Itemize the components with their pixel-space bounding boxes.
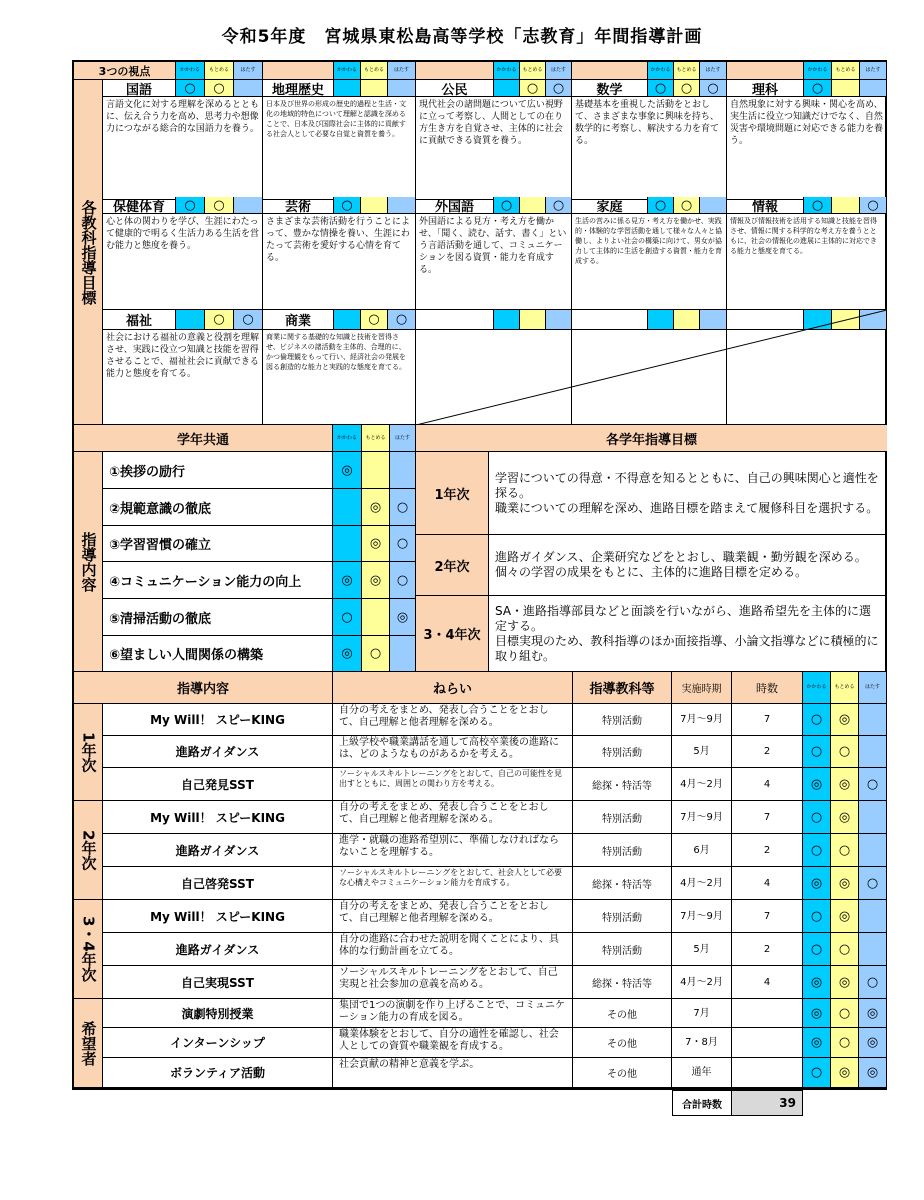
- guidance-mark-kakawaru: ◎: [333, 636, 362, 672]
- subject-mark-motomeru: [832, 197, 860, 214]
- grade-goals-header: 各学年指導目標: [416, 425, 887, 452]
- program-timing: 4月～2月: [672, 966, 732, 999]
- subject-name: 地理歴史: [263, 80, 334, 97]
- subject-mark-kakawaru: [176, 310, 205, 330]
- subject-mark-hatasu: ○: [546, 197, 572, 214]
- program-group-label: 希望者: [74, 999, 103, 1088]
- header-blank: [416, 62, 494, 80]
- subject-name: 保健体育: [103, 197, 176, 214]
- program-subject: 総探・特活等: [573, 966, 672, 999]
- program-name: 進路ガイダンス: [103, 834, 333, 867]
- program-subject: 総探・特活等: [573, 768, 672, 801]
- program-aim: ソーシャルスキルトレーニングをとおして、自己の可能性を見出すとともに、周囲との関わり方を考える。: [333, 768, 573, 801]
- subject-goal-text: 言語文化に対する理解を深めるとともに、伝え合う力を高め、思考力や想像力につながる総合的な国語力を養う。: [103, 97, 263, 200]
- program-name: 自己発見SST: [103, 768, 333, 801]
- program-hours: 4: [732, 867, 803, 900]
- subject-name: 芸術: [263, 197, 334, 214]
- program-mark-motomeru: ○: [831, 999, 859, 1028]
- program-mark-kakawaru: ◎: [803, 867, 831, 900]
- subject-mark-motomeru: ○: [361, 310, 388, 330]
- subject-name: 公民: [416, 80, 494, 97]
- program-aim: ソーシャルスキルトレーニングをとおして、社会人として必要な心構えやコミュニケーション能力を育成する。: [333, 867, 573, 900]
- column-motomeru-label: もとめる: [831, 672, 859, 704]
- subject-name: 情報: [727, 197, 804, 214]
- program-mark-hatasu: ○: [859, 966, 887, 999]
- program-hours: 2: [732, 736, 803, 768]
- program-mark-motomeru: ◎: [831, 867, 859, 900]
- guidance-mark-motomeru: ○: [362, 636, 390, 672]
- program-mark-hatasu: ○: [859, 768, 887, 801]
- column-motomeru-label: もとめる: [520, 62, 546, 80]
- subject-mark-hatasu: ○: [546, 80, 572, 97]
- program-mark-hatasu: ◎: [859, 1058, 887, 1088]
- subject-mark-kakawaru: [334, 310, 361, 330]
- guidance-mark-hatasu: [390, 452, 416, 489]
- subject-goal-text: 日本及び世界の形成の歴史的過程と生活・文化の地域的特色について理解と認識を深めることで、日本及び国際社会に主体的に貢献する社会人として必要な自覚と資質を養う。: [263, 97, 416, 200]
- plan-table: [72, 60, 887, 1090]
- subject-mark-kakawaru: ○: [804, 80, 832, 97]
- subject-goal-text: 自然現象に対する興味・関心を高め、実生活に役立つ知識だけでなく、自然災害や環境問題に対応できる能力を養う。: [727, 97, 887, 200]
- guidance-mark-hatasu: ○: [390, 489, 416, 526]
- column-kakawaru-label: かかわる: [494, 62, 520, 80]
- program-group-label: 1年次: [74, 704, 103, 801]
- column-hatasu-label: はたす: [546, 62, 572, 80]
- program-timing: 5月: [672, 736, 732, 768]
- program-hours: 7: [732, 704, 803, 736]
- program-mark-kakawaru: ◎: [803, 768, 831, 801]
- program-mark-motomeru: ◎: [831, 900, 859, 933]
- diagonal-strike-line: [416, 310, 887, 425]
- program-name: ボランティア活動: [103, 1058, 333, 1088]
- column-kakawaru-label: かかわる: [803, 672, 831, 704]
- program-timing: 通年: [672, 1058, 732, 1088]
- subject-name: 商業: [263, 310, 334, 330]
- program-mark-motomeru: ○: [831, 1028, 859, 1058]
- grade-goal-text: SA・進路指導部員などと面談を行いながら、進路希望先を主体的に選定する。 目標実現のため、教科指導のほか面接指導、小論文指導などに積極的に取り組む。: [489, 596, 887, 672]
- program-mark-motomeru: ◎: [831, 1058, 859, 1088]
- column-kakawaru-label: かかわる: [176, 62, 205, 80]
- subject-goal-text: さまざまな芸術活動を行うことによって、豊かな情操を養い、生涯にわたって芸術を愛好する心情を育てる。: [263, 214, 416, 310]
- subject-mark-motomeru: ○: [674, 80, 700, 97]
- subject-mark-motomeru: ○: [520, 80, 546, 97]
- column-hatasu-label: はたす: [390, 425, 416, 452]
- program-subject: その他: [573, 1058, 672, 1088]
- subject-name: 理科: [727, 80, 804, 97]
- program-aim: 職業体験をとおして、自分の適性を確認し、社会人としての資質や職業観を育成する。: [333, 1028, 573, 1058]
- guidance-mark-motomeru: ◎: [362, 562, 390, 599]
- program-mark-kakawaru: ○: [803, 736, 831, 768]
- subject-mark-hatasu: [700, 197, 727, 214]
- program-name: 自己啓発SST: [103, 867, 333, 900]
- subject-mark-hatasu: ○: [388, 310, 416, 330]
- subject-mark-motomeru: [361, 197, 388, 214]
- program-mark-kakawaru: ○: [803, 801, 831, 834]
- program-mark-kakawaru: ○: [803, 933, 831, 966]
- guidance-item: ④コミュニケーション能力の向上: [103, 562, 333, 599]
- program-name: My Will！ スピーKING: [103, 900, 333, 933]
- guidance-mark-hatasu: ○: [390, 562, 416, 599]
- subject-mark-motomeru: ○: [674, 197, 700, 214]
- program-name: 進路ガイダンス: [103, 933, 333, 966]
- program-subject: 特別活動: [573, 736, 672, 768]
- program-mark-motomeru: ○: [831, 736, 859, 768]
- guidance-item: ①挨拶の励行: [103, 452, 333, 489]
- program-mark-kakawaru: ○: [803, 900, 831, 933]
- program-aim: 自分の考えをまとめ、発表し合うことをとおして、自己理解と他者理解を深める。: [333, 801, 573, 834]
- subject-mark-hatasu: ○: [234, 310, 263, 330]
- subject-mark-kakawaru: ○: [176, 80, 205, 97]
- guidance-mark-kakawaru: ○: [333, 599, 362, 636]
- program-mark-kakawaru: ○: [803, 834, 831, 867]
- program-subject-header: 指導教科等: [573, 672, 672, 704]
- program-mark-motomeru: ◎: [831, 801, 859, 834]
- header-blank: [263, 62, 334, 80]
- subject-goal-text: 情報及び情報技術を活用する知識と技能を習得させ、情報に関する科学的な考え方を養うとともに、社会の情報化の進展に主体的に対応できる能力と態度を育てる。: [727, 214, 887, 310]
- column-motomeru-label: もとめる: [205, 62, 234, 80]
- program-subject: その他: [573, 1028, 672, 1058]
- program-mark-motomeru: ○: [831, 933, 859, 966]
- subject-mark-hatasu: [234, 80, 263, 97]
- subject-mark-kakawaru: ○: [648, 197, 674, 214]
- program-mark-motomeru: ◎: [831, 704, 859, 736]
- program-mark-hatasu: [859, 704, 887, 736]
- grade-label: 1年次: [416, 452, 489, 535]
- subject-mark-kakawaru: ○: [176, 197, 205, 214]
- guidance-item: ③学習習慣の確立: [103, 526, 333, 562]
- program-aim-header: ねらい: [333, 672, 573, 704]
- program-mark-kakawaru: ○: [803, 704, 831, 736]
- subject-mark-motomeru: ○: [205, 310, 234, 330]
- total-hours-value: 39: [731, 1090, 803, 1116]
- program-aim: 社会貢献の精神と意義を学ぶ。: [333, 1058, 573, 1088]
- subject-mark-hatasu: [860, 80, 887, 97]
- column-hatasu-label: はたす: [388, 62, 416, 80]
- program-hours: 4: [732, 768, 803, 801]
- subject-goals-side-label: 各教科指導目標: [74, 80, 103, 425]
- column-hatasu-label: はたす: [234, 62, 263, 80]
- program-hours: 4: [732, 966, 803, 999]
- program-name: 進路ガイダンス: [103, 736, 333, 768]
- subject-goal-text: 外国語による見方・考え方を働かせ、「聞く、読む、話す、書く」という言語活動を通して、コミュニケーションを図る資質・能力を育成する。: [416, 214, 572, 310]
- program-mark-hatasu: [859, 900, 887, 933]
- column-kakawaru-label: かかわる: [804, 62, 832, 80]
- program-mark-kakawaru: ○: [803, 1058, 831, 1088]
- program-mark-hatasu: ◎: [859, 1028, 887, 1058]
- subject-name: 家庭: [572, 197, 648, 214]
- program-mark-hatasu: [859, 933, 887, 966]
- program-mark-kakawaru: ◎: [803, 1028, 831, 1058]
- column-motomeru-label: もとめる: [362, 425, 390, 452]
- guidance-mark-motomeru: ◎: [362, 526, 390, 562]
- subject-mark-hatasu: ○: [860, 197, 887, 214]
- program-aim: 自分の考えをまとめ、発表し合うことをとおして、自己理解と他者理解を深める。: [333, 900, 573, 933]
- subject-mark-kakawaru: ○: [334, 197, 361, 214]
- subject-mark-kakawaru: ○: [804, 197, 832, 214]
- guidance-mark-motomeru: ◎: [362, 489, 390, 526]
- subject-mark-hatasu: ○: [700, 80, 727, 97]
- subject-mark-motomeru: ○: [205, 197, 234, 214]
- program-name: My Will！ スピーKING: [103, 801, 333, 834]
- program-aim: 集団で1つの演劇を作り上げることで、コミュニケーション能力の育成を図る。: [333, 999, 573, 1028]
- subject-mark-motomeru: [520, 197, 546, 214]
- program-group-label: 3・4年次: [74, 900, 103, 999]
- column-hatasu-label: はたす: [859, 672, 887, 704]
- guidance-mark-kakawaru: ◎: [333, 452, 362, 489]
- subject-mark-motomeru: [832, 80, 860, 97]
- program-subject: 特別活動: [573, 933, 672, 966]
- page-title: 令和5年度 宮城県東松島高等学校「志教育」年間指導計画: [221, 27, 703, 47]
- subject-mark-hatasu: [388, 197, 416, 214]
- subject-name: 福祉: [103, 310, 176, 330]
- program-timing-header: 実施時期: [672, 672, 732, 704]
- program-hours: [732, 999, 803, 1028]
- program-aim: ソーシャルスキルトレーニングをとおして、自己実現と社会参加の意義を高める。: [333, 966, 573, 999]
- program-timing: 7・8月: [672, 1028, 732, 1058]
- grade-goal-text: 学習についての得意・不得意を知るとともに、自己の興味関心と適性を探る。 職業についての理解を深め、進路目標を踏まえて履修科目を選択する。: [489, 452, 887, 535]
- program-mark-kakawaru: ◎: [803, 966, 831, 999]
- program-aim: 進学・就職の進路希望別に、準備しなければならないことを理解する。: [333, 834, 573, 867]
- program-timing: 4月～2月: [672, 867, 732, 900]
- guidance-mark-kakawaru: [333, 489, 362, 526]
- program-hours: [732, 1028, 803, 1058]
- grade-label: 3・4年次: [416, 596, 489, 672]
- program-subject: 特別活動: [573, 900, 672, 933]
- program-mark-motomeru: ◎: [831, 966, 859, 999]
- common-header: 学年共通: [74, 425, 333, 452]
- guidance-item: ⑤清掃活動の徹底: [103, 599, 333, 636]
- program-hours: 2: [732, 834, 803, 867]
- program-name: 演劇特別授業: [103, 999, 333, 1028]
- program-timing: 4月～2月: [672, 768, 732, 801]
- program-mark-motomeru: ○: [831, 834, 859, 867]
- subject-mark-kakawaru: ○: [648, 80, 674, 97]
- subject-mark-kakawaru: [334, 80, 361, 97]
- subject-mark-motomeru: [361, 80, 388, 97]
- program-subject: 特別活動: [573, 704, 672, 736]
- program-group-label: 2年次: [74, 801, 103, 900]
- subject-goal-text: 生活の営みに係る見方・考え方を働かせ、実践的・体験的な学習活動を通して様々な人々と協働し、よりよい社会の構築に向けて、男女が協力して主体的に生活を創造する資質・能力を育成する。: [572, 214, 727, 310]
- subject-goal-text: 心と体の関わりを学び、生涯にわたって健康的で明るく生活力ある生活を営む能力と態度を養う。: [103, 214, 263, 310]
- program-aim: 自分の考えをまとめ、発表し合うことをとおして、自己理解と他者理解を深める。: [333, 704, 573, 736]
- program-hours: 2: [732, 933, 803, 966]
- subject-mark-hatasu: [388, 80, 416, 97]
- program-aim: 上級学校や職業講話を通して高校卒業後の進路には、どのようなものがあるかを考える。: [333, 736, 573, 768]
- program-timing: 7月～9月: [672, 801, 732, 834]
- column-motomeru-label: もとめる: [361, 62, 388, 80]
- guidance-mark-motomeru: [362, 452, 390, 489]
- program-mark-hatasu: [859, 736, 887, 768]
- guidance-mark-kakawaru: ◎: [333, 562, 362, 599]
- subject-mark-hatasu: [234, 197, 263, 214]
- program-name: My Will！ スピーKING: [103, 704, 333, 736]
- program-name: 自己実現SST: [103, 966, 333, 999]
- column-motomeru-label: もとめる: [674, 62, 700, 80]
- program-timing: 5月: [672, 933, 732, 966]
- program-timing: 7月: [672, 999, 732, 1028]
- guidance-mark-hatasu: ◎: [390, 599, 416, 636]
- column-hatasu-label: はたす: [860, 62, 887, 80]
- program-mark-hatasu: [859, 834, 887, 867]
- guidance-mark-hatasu: ○: [390, 526, 416, 562]
- column-kakawaru-label: かかわる: [334, 62, 361, 80]
- program-timing: 7月～9月: [672, 900, 732, 933]
- subject-name: 国語: [103, 80, 176, 97]
- guidance-mark-motomeru: [362, 599, 390, 636]
- guidance-side-label: 指導内容: [74, 452, 103, 672]
- total-hours-label: 合計時数: [672, 1090, 732, 1116]
- program-subject: 特別活動: [573, 801, 672, 834]
- column-hatasu-label: はたす: [700, 62, 727, 80]
- program-mark-hatasu: ◎: [859, 999, 887, 1028]
- subject-goal-text: 社会における福祉の意義と役割を理解させ、実践に役立つ知識と技能を習得させることで、福祉社会に貢献できる能力と態度を育てる。: [103, 330, 263, 425]
- program-subject: その他: [573, 999, 672, 1028]
- program-hours: 7: [732, 801, 803, 834]
- program-mark-hatasu: [859, 801, 887, 834]
- grade-goal-text: 進路ガイダンス、企業研究などをとおし、職業観・勤労観を深める。 個々の学習の成果をもとに、主体的に進路目標を定める。: [489, 535, 887, 596]
- program-name: インターンシップ: [103, 1028, 333, 1058]
- subject-name: 外国語: [416, 197, 494, 214]
- program-mark-motomeru: ◎: [831, 768, 859, 801]
- column-kakawaru-label: かかわる: [333, 425, 362, 452]
- column-motomeru-label: もとめる: [832, 62, 860, 80]
- guidance-mark-hatasu: [390, 636, 416, 672]
- program-aim: 自分の進路に合わせた説明を聞くことにより、具体的な行動計画を立てる。: [333, 933, 573, 966]
- subject-mark-kakawaru: ○: [494, 197, 520, 214]
- program-subject: 特別活動: [573, 834, 672, 867]
- guidance-mark-kakawaru: [333, 526, 362, 562]
- subject-mark-kakawaru: [494, 80, 520, 97]
- program-content-header: 指導内容: [74, 672, 333, 704]
- program-subject: 総探・特活等: [573, 867, 672, 900]
- subject-mark-motomeru: ○: [205, 80, 234, 97]
- subject-goal-text: 商業に関する基礎的な知識と技術を習得させ、ビジネスの諸活動を主体的、合理的に、かつ倫理観をもって行い、経済社会の発展を図る創造的な能力と実践的な態度を育てる。: [263, 330, 416, 425]
- program-hours: [732, 1058, 803, 1088]
- subject-goal-text: 現代社会の諸問題について広い視野に立って考察し、人間としての在り方生き方を自覚させ、主体的に社会に貢献できる資質を養う。: [416, 97, 572, 200]
- guidance-item: ⑥望ましい人間関係の構築: [103, 636, 333, 672]
- program-timing: 7月～9月: [672, 704, 732, 736]
- subject-goal-text: 基礎基本を重視した活動をとおして、さまざまな事象に興味を持ち、数学的に考察し、解決する力を育てる。: [572, 97, 727, 200]
- program-mark-hatasu: ○: [859, 867, 887, 900]
- program-hours: 7: [732, 900, 803, 933]
- program-hours-header: 時数: [732, 672, 803, 704]
- guidance-item: ②規範意識の徹底: [103, 489, 333, 526]
- program-timing: 6月: [672, 834, 732, 867]
- perspective-header: 3つの視点: [74, 62, 176, 80]
- program-mark-kakawaru: ◎: [803, 999, 831, 1028]
- header-blank: [727, 62, 804, 80]
- column-kakawaru-label: かかわる: [648, 62, 674, 80]
- grade-label: 2年次: [416, 535, 489, 596]
- subject-name: 数学: [572, 80, 648, 97]
- header-blank: [572, 62, 648, 80]
